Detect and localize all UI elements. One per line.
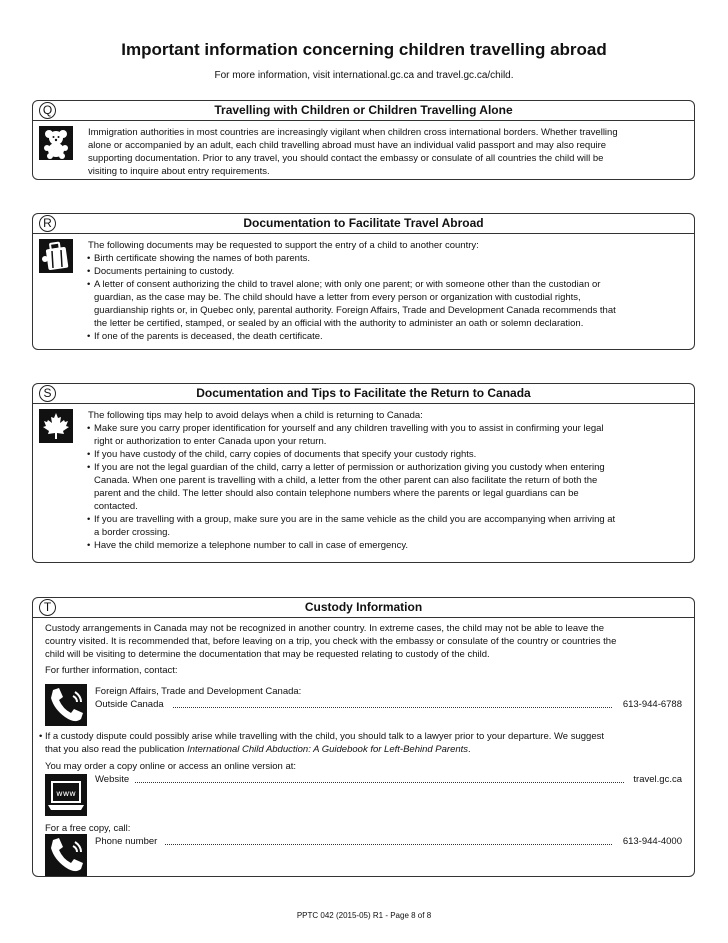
paragraph-line: alone or accompanied by an adult, each child travelling abroad must have an individual valid passport and may also require [88,140,607,151]
section-letter: T [39,599,56,616]
section-return-to-canada [32,383,695,563]
list-item: • Documents pertaining to custody. [88,265,686,278]
section-header [33,214,694,234]
section-title: Travelling with Children or Children Travelling Alone [214,103,513,117]
bullet-list [88,422,686,552]
section-letter: R [39,215,56,232]
list-item: • If you are travelling with a group, make sure you are in the same vehicle as the child you are accompanying when arriving at a border crossing. [88,513,686,539]
website-link[interactable]: travel.gc.ca [633,774,682,785]
website-label: Website [95,774,130,785]
section-text [88,409,686,552]
www-label: www [56,789,76,798]
section-header [33,598,694,618]
section-title: Custody Information [304,600,423,614]
order-text: You may order a copy online or access an online version at: [45,761,297,772]
list-item: • If you have custody of the child, carry copies of documents that specify your custody rights. [88,448,686,461]
section-title: Documentation and Tips to Facilitate the Return to Canada [196,386,531,400]
maple-leaf-icon [39,409,73,443]
paragraph-line: visiting to inquire about entry requirements. [88,166,270,177]
dotted-leader [173,698,612,708]
section-intro: The following documents may be requested to support the entry of a child to another country: [88,240,479,251]
bullet-list [88,252,686,343]
section-text [88,239,686,343]
list-item: • Birth certificate showing the names of both parents. [88,252,686,265]
phone-row [95,835,682,848]
section-header [33,101,694,121]
section-intro: The following tips may help to avoid delays when a child is returning to Canada: [88,410,423,421]
luggage-icon [39,239,73,273]
teddy-bear-icon [39,126,73,160]
publication-title: International Child Abduction: A Guidebook for Left-Behind Parents [187,744,469,755]
page-footer: PPTC 042 (2015-05) R1 - Page 8 of 8 [296,911,432,920]
paragraph-line: Immigration authorities in most countries are increasingly vigilant when children cross international borders. Whether travelling [88,127,618,138]
phone-number: 613-944-4000 [622,836,682,847]
telephone-icon [45,684,87,726]
telephone-icon [45,834,87,876]
dotted-leader [165,835,612,845]
contact-row [95,698,682,711]
dispute-line: • If a custody dispute could possibly arise while travelling with the child, you should talk to a lawyer prior to your departure. We suggest [39,731,604,742]
contact-block [95,685,682,711]
section-travel-documentation [32,213,695,350]
contact-org: Foreign Affairs, Trade and Development Canada: [95,686,302,697]
free-copy-text: For a free copy, call: [45,823,131,834]
page-title: Important information concerning children travelling abroad [121,40,607,59]
contact-phone: 613-944-6788 [622,699,682,710]
paragraph-line: supporting documentation. Prior to any travel, you should contact the embassy or consulate of all countries the child will be [88,153,604,164]
contact-label: Outside Canada [95,699,164,710]
website-row [95,773,682,786]
section-text [88,126,686,178]
list-item: • A letter of consent authorizing the child to travel alone; with only one parent; or with someone other than the custodian or guardian, as the case may be. The child should have a letter from every person or organization with custodial rights, guardianship rights or, in Quebec only, parental authority. Foreign Affairs, Trade and Development Canada recommends that the letter be certified, stamped, or sealed by an official with the authority to administer an oath or solemn declaration. [88,278,686,330]
section-title: Documentation to Facilitate Travel Abroad [243,216,484,230]
page-subtitle: For more information, visit international.gc.ca and travel.gc.ca/child. [214,70,514,81]
section-custody-information [32,597,695,877]
list-item: • If one of the parents is deceased, the death certificate. [88,330,686,343]
section-header [33,384,694,404]
dotted-leader [135,773,624,783]
list-item: • Make sure you carry proper identification for yourself and any children travelling with you to assist in confirming your legal right or authorization to enter Canada upon your return. [88,422,686,448]
section-letter: S [39,385,56,402]
further-info-text: For further information, contact: [45,665,178,676]
custody-intro: Custody arrangements in Canada may not be recognized in another country. In extreme cases, the child may not be able to leave the country visited. It is recommended that, before leaving on a trip, you check with the embassy or consulate of the country or countries the child will be visiting to determine the documentation that may be requested relating to custody of the child. For further information, contact: [45,622,688,677]
section-travelling-with-children [32,100,695,180]
list-item: • If you are not the legal guardian of the child, carry a letter of permission or authorization giving you custody when entering Canada. When one parent is travelling with a child, a letter from the other parent can also facilitate the return of both the parent and the child. The letter should also contain telephone numbers where the parents or legal guardians can be contacted. [88,461,686,513]
phone-label: Phone number [95,836,158,847]
list-item: • Have the child memorize a telephone number to call in case of emergency. [88,539,686,552]
section-letter: Q [39,102,56,119]
dispute-note [39,730,688,756]
computer-icon [45,774,87,816]
dispute-line: that you also read the publication International Child Abduction: A Guidebook for Left-Behind Parents. [45,744,471,755]
